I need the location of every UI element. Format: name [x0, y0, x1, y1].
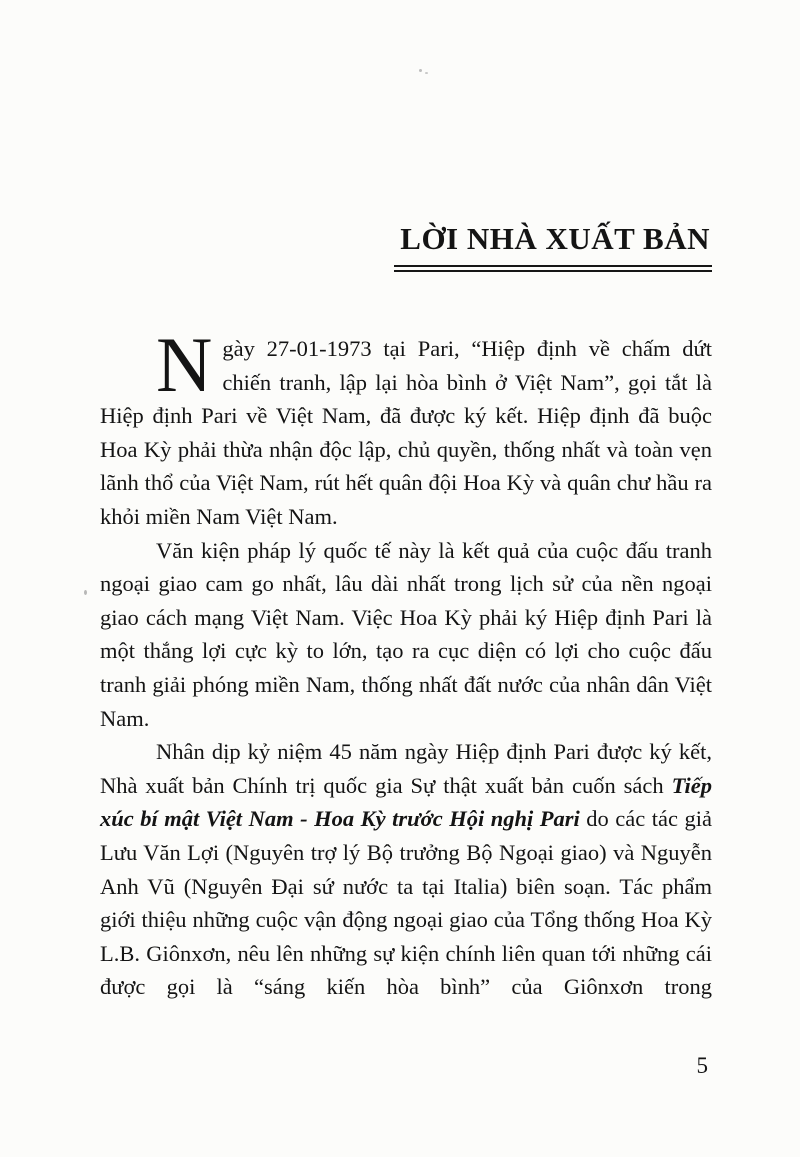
page-title: LỜI NHÀ XUẤT BẢN — [400, 221, 710, 256]
body-text — [100, 321, 713, 1004]
page-number: 5 — [696, 1053, 708, 1078]
scan-artifact-dot — [84, 590, 87, 595]
title-underline-wrap — [394, 222, 712, 272]
book-title: Tiếp xúc bí mật Việt Nam - Hoa Kỳ trước Hội nghị Pari — [100, 772, 712, 832]
paragraph-1-text: gày 27-01-1973 tại Pari, “Hiệp định về chấm dứt chiến tranh, lập lại hòa bình ở Việt Nam”, gọi tắt là Hiệp định Pari về Việt Nam, đã được ký kết. Hiệp định đã buộc Hoa Kỳ phải thừa nhận độc lập, chủ quyền, thống nhất và toàn vẹn lãnh thổ của Việt Nam, rút hết quân đội Hoa Kỳ và quân chư hầu ra khỏi miền Nam Việt Nam. — [100, 336, 712, 529]
chapter-header — [100, 0, 712, 272]
scan-artifact-dot — [419, 69, 422, 72]
scan-artifact-dot — [425, 72, 428, 74]
paragraph-3-text-after: do các tác giả Lưu Văn Lợi (Nguyên trợ lý Bộ trưởng Bộ Ngoại giao) và Nguyễn Anh Vũ (Nguyên Đại sứ nước ta tại Italia) biên soạn. Tác phẩm giới thiệu những cuộc vận động ngoại giao của Tổng thống Hoa Kỳ L.B. Giônxơn, nêu lên những sự kiện chính liên quan tới những cái được gọi là “sáng kiến hòa bình” của Giônxơn trong — [100, 806, 713, 1000]
paragraph-3 — [100, 735, 712, 1004]
paragraph-1 — [100, 321, 712, 534]
drop-cap: N — [156, 321, 213, 408]
paragraph-3-text-before: Nhân dịp kỷ niệm 45 năm ngày Hiệp định Pari được ký kết, Nhà xuất bản Chính trị quốc gia Sự thật xuất bản cuốn sách — [100, 739, 712, 798]
paragraph-2: Văn kiện pháp lý quốc tế này là kết quả của cuộc đấu tranh ngoại giao cam go nhất, lâu dài nhất trong lịch sử của nền ngoại giao cách mạng Việt Nam. Việc Hoa Kỳ phải ký Hiệp định Pari là một thắng lợi cực kỳ to lớn, tạo ra cục diện có lợi cho cuộc đấu tranh giải phóng miền Nam, thống nhất đất nước của nhân dân Việt Nam. — [100, 537, 712, 731]
